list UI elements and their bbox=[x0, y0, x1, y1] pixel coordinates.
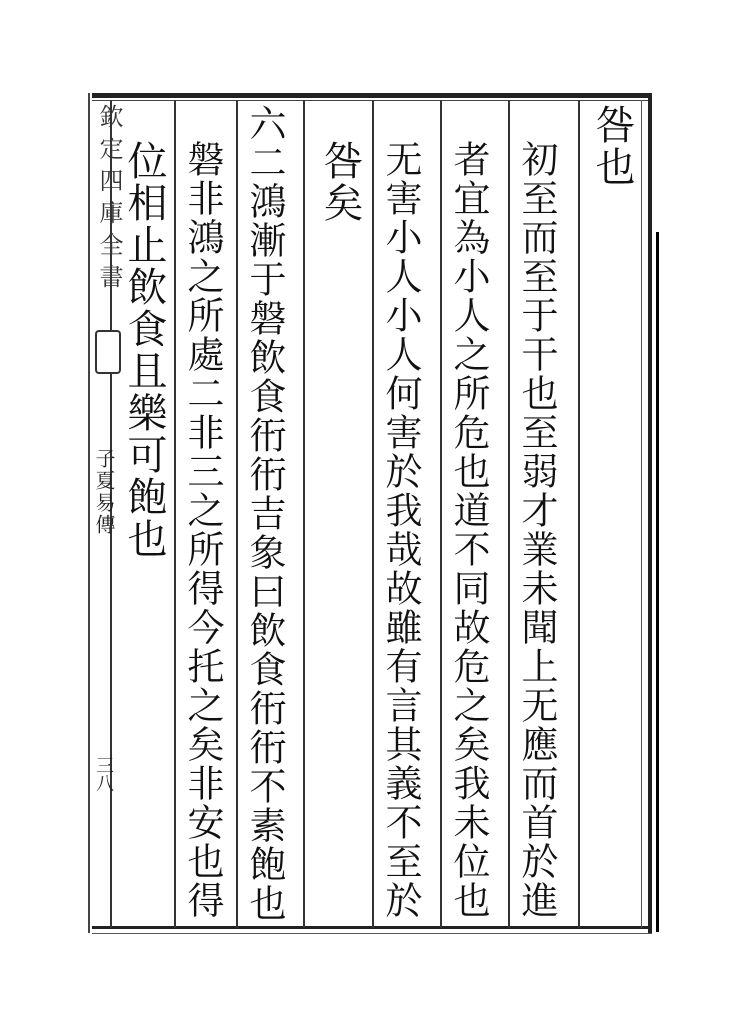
top-border bbox=[92, 93, 652, 98]
column-rule bbox=[508, 100, 510, 928]
right-border bbox=[648, 93, 652, 933]
column-rule bbox=[578, 100, 580, 928]
left-border bbox=[88, 93, 90, 933]
column-rule bbox=[174, 100, 176, 928]
page-number: 三八 bbox=[93, 756, 114, 792]
text-column-3: 者宜為小人之所危也道不同故危之矣我未位也 bbox=[447, 140, 490, 920]
text-column-1: 咎也 bbox=[589, 104, 635, 188]
column-rule bbox=[303, 100, 305, 928]
column-rule bbox=[440, 100, 442, 928]
chapter-label: 子夏易傳 bbox=[92, 448, 116, 536]
book-title: 欽定四庫全書 bbox=[95, 104, 123, 296]
text-column-2: 初至而至于干也至弱才業未聞上无應而首於進 bbox=[515, 140, 558, 920]
page-edge-shadow bbox=[656, 232, 659, 932]
column-rule bbox=[236, 100, 238, 928]
bottom-inner-border bbox=[92, 933, 652, 934]
text-column-4: 无害小人小人何害於我哉故雖有言其義不至於 bbox=[379, 140, 422, 920]
text-column-5: 咎矣 bbox=[317, 140, 363, 224]
column-rule bbox=[372, 100, 374, 928]
right-inner-border bbox=[641, 100, 642, 928]
text-column-6: 六二鴻漸于磐飲食衎衎吉象曰飲食衎衎不素飽也 bbox=[243, 104, 286, 923]
text-column-7: 磐非鴻之所處二非三之所得今托之矣非安也得 bbox=[181, 140, 224, 920]
text-column-8: 位相止飲食且樂可飽也 bbox=[121, 140, 167, 560]
